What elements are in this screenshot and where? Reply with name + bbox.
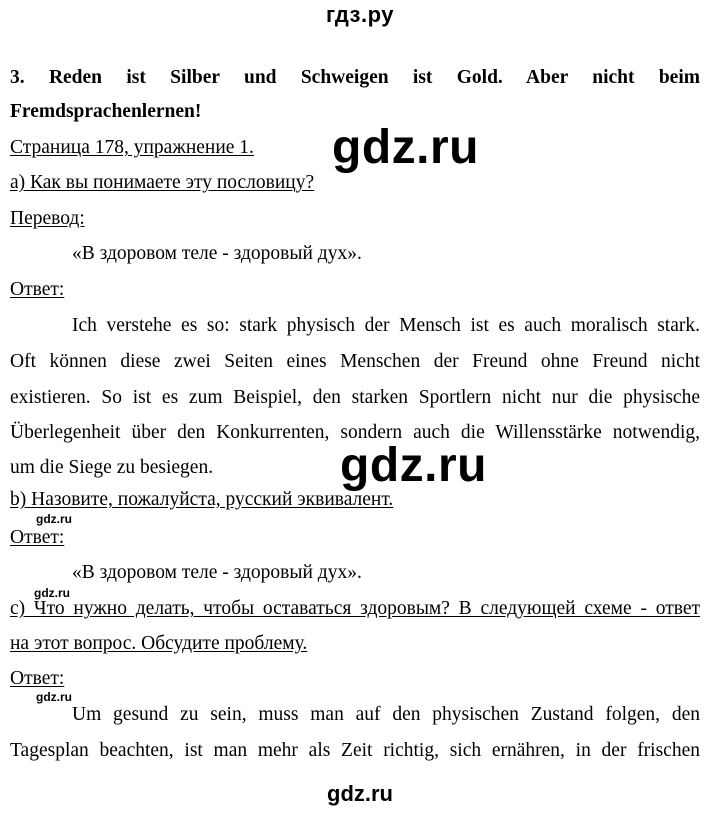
task-a-answer-label: Ответ: [10, 279, 65, 300]
task-b-question: b) Назовите, пожалуйста, русский эквивалент. [10, 489, 394, 510]
task-a-answer-line-5: um die Siege zu besiegen. [10, 457, 214, 478]
watermark-large-1: gdz.ru [332, 121, 479, 174]
task-b-answer: «В здоровом теле - здоровый дух». [72, 562, 362, 583]
task-a-question: a) Как вы понимаете эту пословицу? [10, 172, 315, 193]
watermark-small-3: gdz.ru [36, 690, 72, 704]
task-c-question-line-2: на этот вопрос. Обсудите проблему. [10, 633, 308, 654]
site-watermark-top: гдз.ру [326, 2, 394, 27]
exercise-heading-line-2: Fremdsprachenlernen! [10, 101, 202, 122]
task-c-answer-label: Ответ: [10, 668, 65, 689]
exercise-heading-line-1: 3. Reden ist Silber und Schweigen ist Gold. Aber nicht beim [10, 67, 700, 88]
task-a-translation-label: Перевод: [10, 208, 85, 229]
watermark-small-1: gdz.ru [36, 512, 72, 526]
watermark-small-2: gdz.ru [34, 586, 70, 600]
task-c-question-line-1: c) Что нужно делать, чтобы оставаться здоровым? В следующей схеме - ответ [10, 598, 700, 619]
task-c-answer-line-1: Um gesund zu sein, muss man auf den physischen Zustand folgen, den [72, 704, 700, 725]
task-a-answer-line-1: Ich verstehe es so: stark physisch der Mensch ist es auch moralisch stark. [72, 315, 700, 336]
task-a-answer-line-3: existieren. So ist es zum Beispiel, den starken Sportlern nicht nur die physische [10, 387, 700, 408]
task-b-answer-label: Ответ: [10, 527, 65, 548]
task-a-answer-line-2: Oft können diese zwei Seiten eines Menschen der Freund ohne Freund nicht [10, 351, 700, 372]
watermark-large-2: gdz.ru [340, 439, 487, 492]
task-a-translation: «В здоровом теле - здоровый дух». [72, 243, 362, 264]
site-watermark-bottom: gdz.ru [327, 781, 393, 806]
task-a-answer-line-4: Überlegenheit über den Konkurrenten, sondern auch die Willensstärke notwendig, [10, 422, 700, 443]
task-c-answer-line-2: Tagesplan beachten, ist man mehr als Zeit richtig, sich ernähren, in der frischen [10, 740, 700, 761]
page-reference: Страница 178, упражнение 1. [10, 137, 254, 158]
